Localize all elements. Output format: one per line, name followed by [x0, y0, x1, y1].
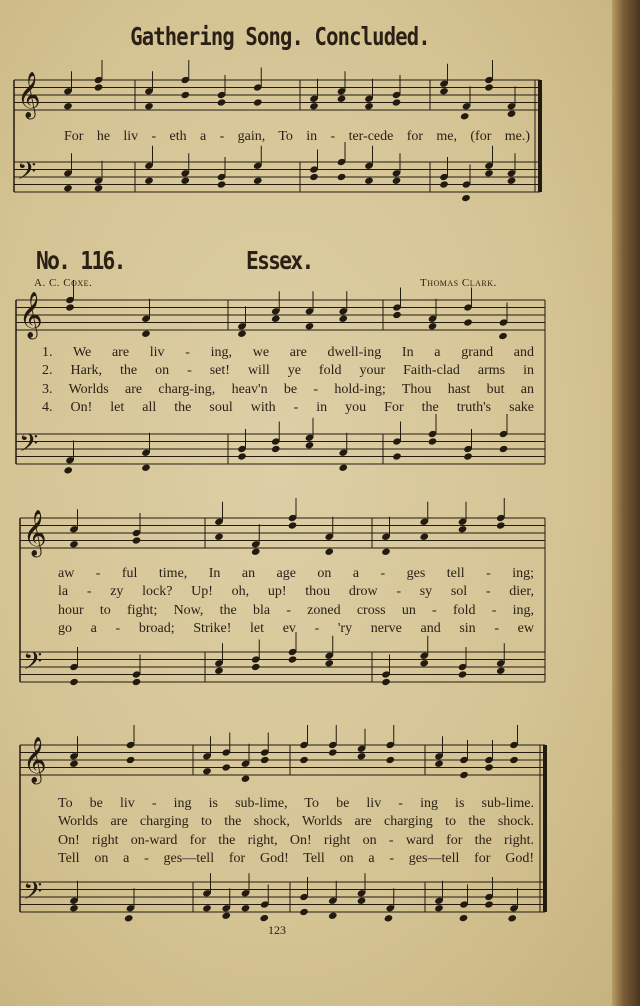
- note-head: [499, 445, 509, 453]
- note-head: [237, 452, 247, 460]
- note-head: [217, 98, 227, 106]
- page-number: 123: [268, 923, 286, 937]
- note-head: [94, 83, 104, 91]
- bass-clef-icon: 𝄢: [17, 158, 37, 191]
- verse-block-1: [42, 344, 534, 417]
- note-head: [141, 464, 151, 472]
- lyric-line: For he liv - eth a - gain, To in - ter-cede for me, (for me.): [64, 129, 530, 144]
- treble-clef-icon: 𝄞: [19, 292, 43, 337]
- note-head: [241, 775, 251, 783]
- note-head: [214, 667, 224, 675]
- note-head: [419, 533, 429, 541]
- note-head: [484, 763, 494, 771]
- lyric-line: la - zy lock? Up! oh, up! thou drow - sy sol - dier,: [58, 584, 534, 600]
- lyric-line: 2. Hark, the on - set! will ye fold your Faith-clad arms in: [42, 363, 534, 379]
- note-head: [484, 83, 494, 91]
- note-head: [337, 95, 347, 103]
- note-head: [144, 177, 154, 185]
- bass-clef-icon: 𝄢: [19, 430, 39, 463]
- bass-clef-icon: 𝄢: [23, 878, 43, 911]
- note-head: [251, 663, 261, 671]
- note-head: [63, 184, 73, 192]
- treble-clef-icon: 𝄞: [17, 72, 41, 117]
- note-head: [69, 678, 79, 686]
- note-head: [63, 102, 73, 110]
- note-head: [460, 112, 470, 120]
- note-head: [253, 98, 263, 106]
- note-head: [324, 659, 334, 667]
- note-head: [260, 756, 270, 764]
- note-head: [328, 748, 338, 756]
- note-head: [202, 904, 212, 912]
- composer: Thomas Clark.: [420, 277, 497, 289]
- note-head: [69, 760, 79, 768]
- lyricist: A. C. Coxe.: [34, 277, 93, 289]
- note-head: [259, 914, 269, 922]
- note-head: [221, 763, 231, 771]
- note-head: [484, 169, 494, 177]
- note-head: [305, 441, 315, 449]
- note-head: [65, 303, 75, 311]
- note-head: [459, 914, 469, 922]
- treble-clef-icon: 𝄞: [23, 737, 47, 782]
- note-head: [439, 180, 449, 188]
- note-head: [180, 91, 190, 99]
- note-head: [202, 767, 212, 775]
- note-head: [484, 900, 494, 908]
- note-head: [498, 332, 508, 340]
- treble-clef-icon: 𝄞: [23, 510, 47, 555]
- note-head: [392, 452, 402, 460]
- lyric-line: go a - broad; Strike! let ev - 'ry nerve and sin - ew: [58, 620, 534, 636]
- note-head: [253, 177, 263, 185]
- note-head: [309, 173, 319, 181]
- continued-song-title: Gathering Song. Concluded.: [130, 22, 430, 51]
- note-head: [507, 110, 517, 118]
- note-head: [288, 655, 298, 663]
- note-head: [507, 914, 517, 922]
- note-head: [241, 904, 251, 912]
- lyric-line: 4. On! let all the soul with - in you For the truth's sake: [42, 399, 534, 415]
- hymn-title: Essex.: [246, 246, 313, 275]
- lyric-line: 1. We are liv - ing, we are dwell-ing In a grand and: [42, 345, 534, 360]
- note-head: [299, 756, 309, 764]
- note-head: [144, 102, 154, 110]
- note-head: [461, 194, 471, 202]
- lyric-line: 3. Worlds are charg-ing, heav'n be - hold-ing; Thou hast but an: [42, 381, 534, 397]
- note-head: [507, 177, 517, 185]
- hymn-number: No. 116.: [36, 246, 125, 275]
- note-head: [328, 912, 338, 920]
- bass-clef-icon: 𝄢: [23, 648, 43, 681]
- note-head: [459, 771, 469, 779]
- note-head: [434, 904, 444, 912]
- note-head: [392, 98, 402, 106]
- note-head: [381, 548, 391, 556]
- note-head: [434, 760, 444, 768]
- note-head: [305, 322, 315, 330]
- note-head: [357, 897, 367, 905]
- lyric-line: To be liv - ing is sub-lime, To be liv - ing is sub-lime.: [58, 796, 534, 811]
- note-head: [509, 756, 519, 764]
- note-head: [180, 177, 190, 185]
- note-head: [338, 464, 348, 472]
- note-head: [338, 315, 348, 323]
- note-head: [69, 904, 79, 912]
- note-head: [496, 521, 506, 529]
- note-head: [458, 525, 468, 533]
- note-head: [463, 452, 473, 460]
- note-head: [463, 318, 473, 326]
- lyric-line: Worlds are charging to the shock, Worlds are charging to the shock.: [58, 814, 534, 830]
- note-head: [94, 184, 104, 192]
- note-head: [337, 173, 347, 181]
- book-spine-edge: [612, 0, 640, 1006]
- note-head: [271, 445, 281, 453]
- verse-block-2: [58, 565, 534, 638]
- lyric-line: aw - ful time, In an age on a - ges tell - ing;: [58, 566, 534, 581]
- note-head: [132, 536, 142, 544]
- lyric-line: On! right on-ward for the right, On! right on - ward for the right.: [58, 832, 534, 848]
- note-head: [419, 659, 429, 667]
- lyric-line: hour to fight; Now, the bla - zoned cross un - fold - ing,: [58, 602, 534, 618]
- verse-block-3: [58, 795, 534, 868]
- note-head: [69, 540, 79, 548]
- note-head: [217, 180, 227, 188]
- note-head: [439, 87, 449, 95]
- note-head: [364, 102, 374, 110]
- note-head: [237, 330, 247, 338]
- note-head: [384, 914, 394, 922]
- note-head: [496, 667, 506, 675]
- lyric-line: Tell on a - ges—tell for God! Tell on a - ges—tell for God!: [58, 850, 534, 866]
- note-head: [428, 437, 438, 445]
- note-head: [458, 670, 468, 678]
- note-head: [214, 533, 224, 541]
- note-head: [309, 102, 319, 110]
- note-head: [124, 914, 134, 922]
- note-head: [141, 330, 151, 338]
- note-head: [251, 548, 261, 556]
- note-head: [428, 322, 438, 330]
- note-head: [392, 311, 402, 319]
- note-head: [126, 756, 136, 764]
- note-head: [63, 466, 73, 474]
- note-head: [288, 521, 298, 529]
- note-head: [364, 177, 374, 185]
- note-head: [299, 908, 309, 916]
- note-head: [132, 678, 142, 686]
- note-head: [381, 678, 391, 686]
- note-head: [324, 548, 334, 556]
- note-head: [357, 752, 367, 760]
- note-head: [392, 177, 402, 185]
- gathering-song-lyric: [64, 128, 530, 146]
- note-head: [271, 315, 281, 323]
- note-head: [221, 912, 231, 920]
- note-head: [385, 756, 395, 764]
